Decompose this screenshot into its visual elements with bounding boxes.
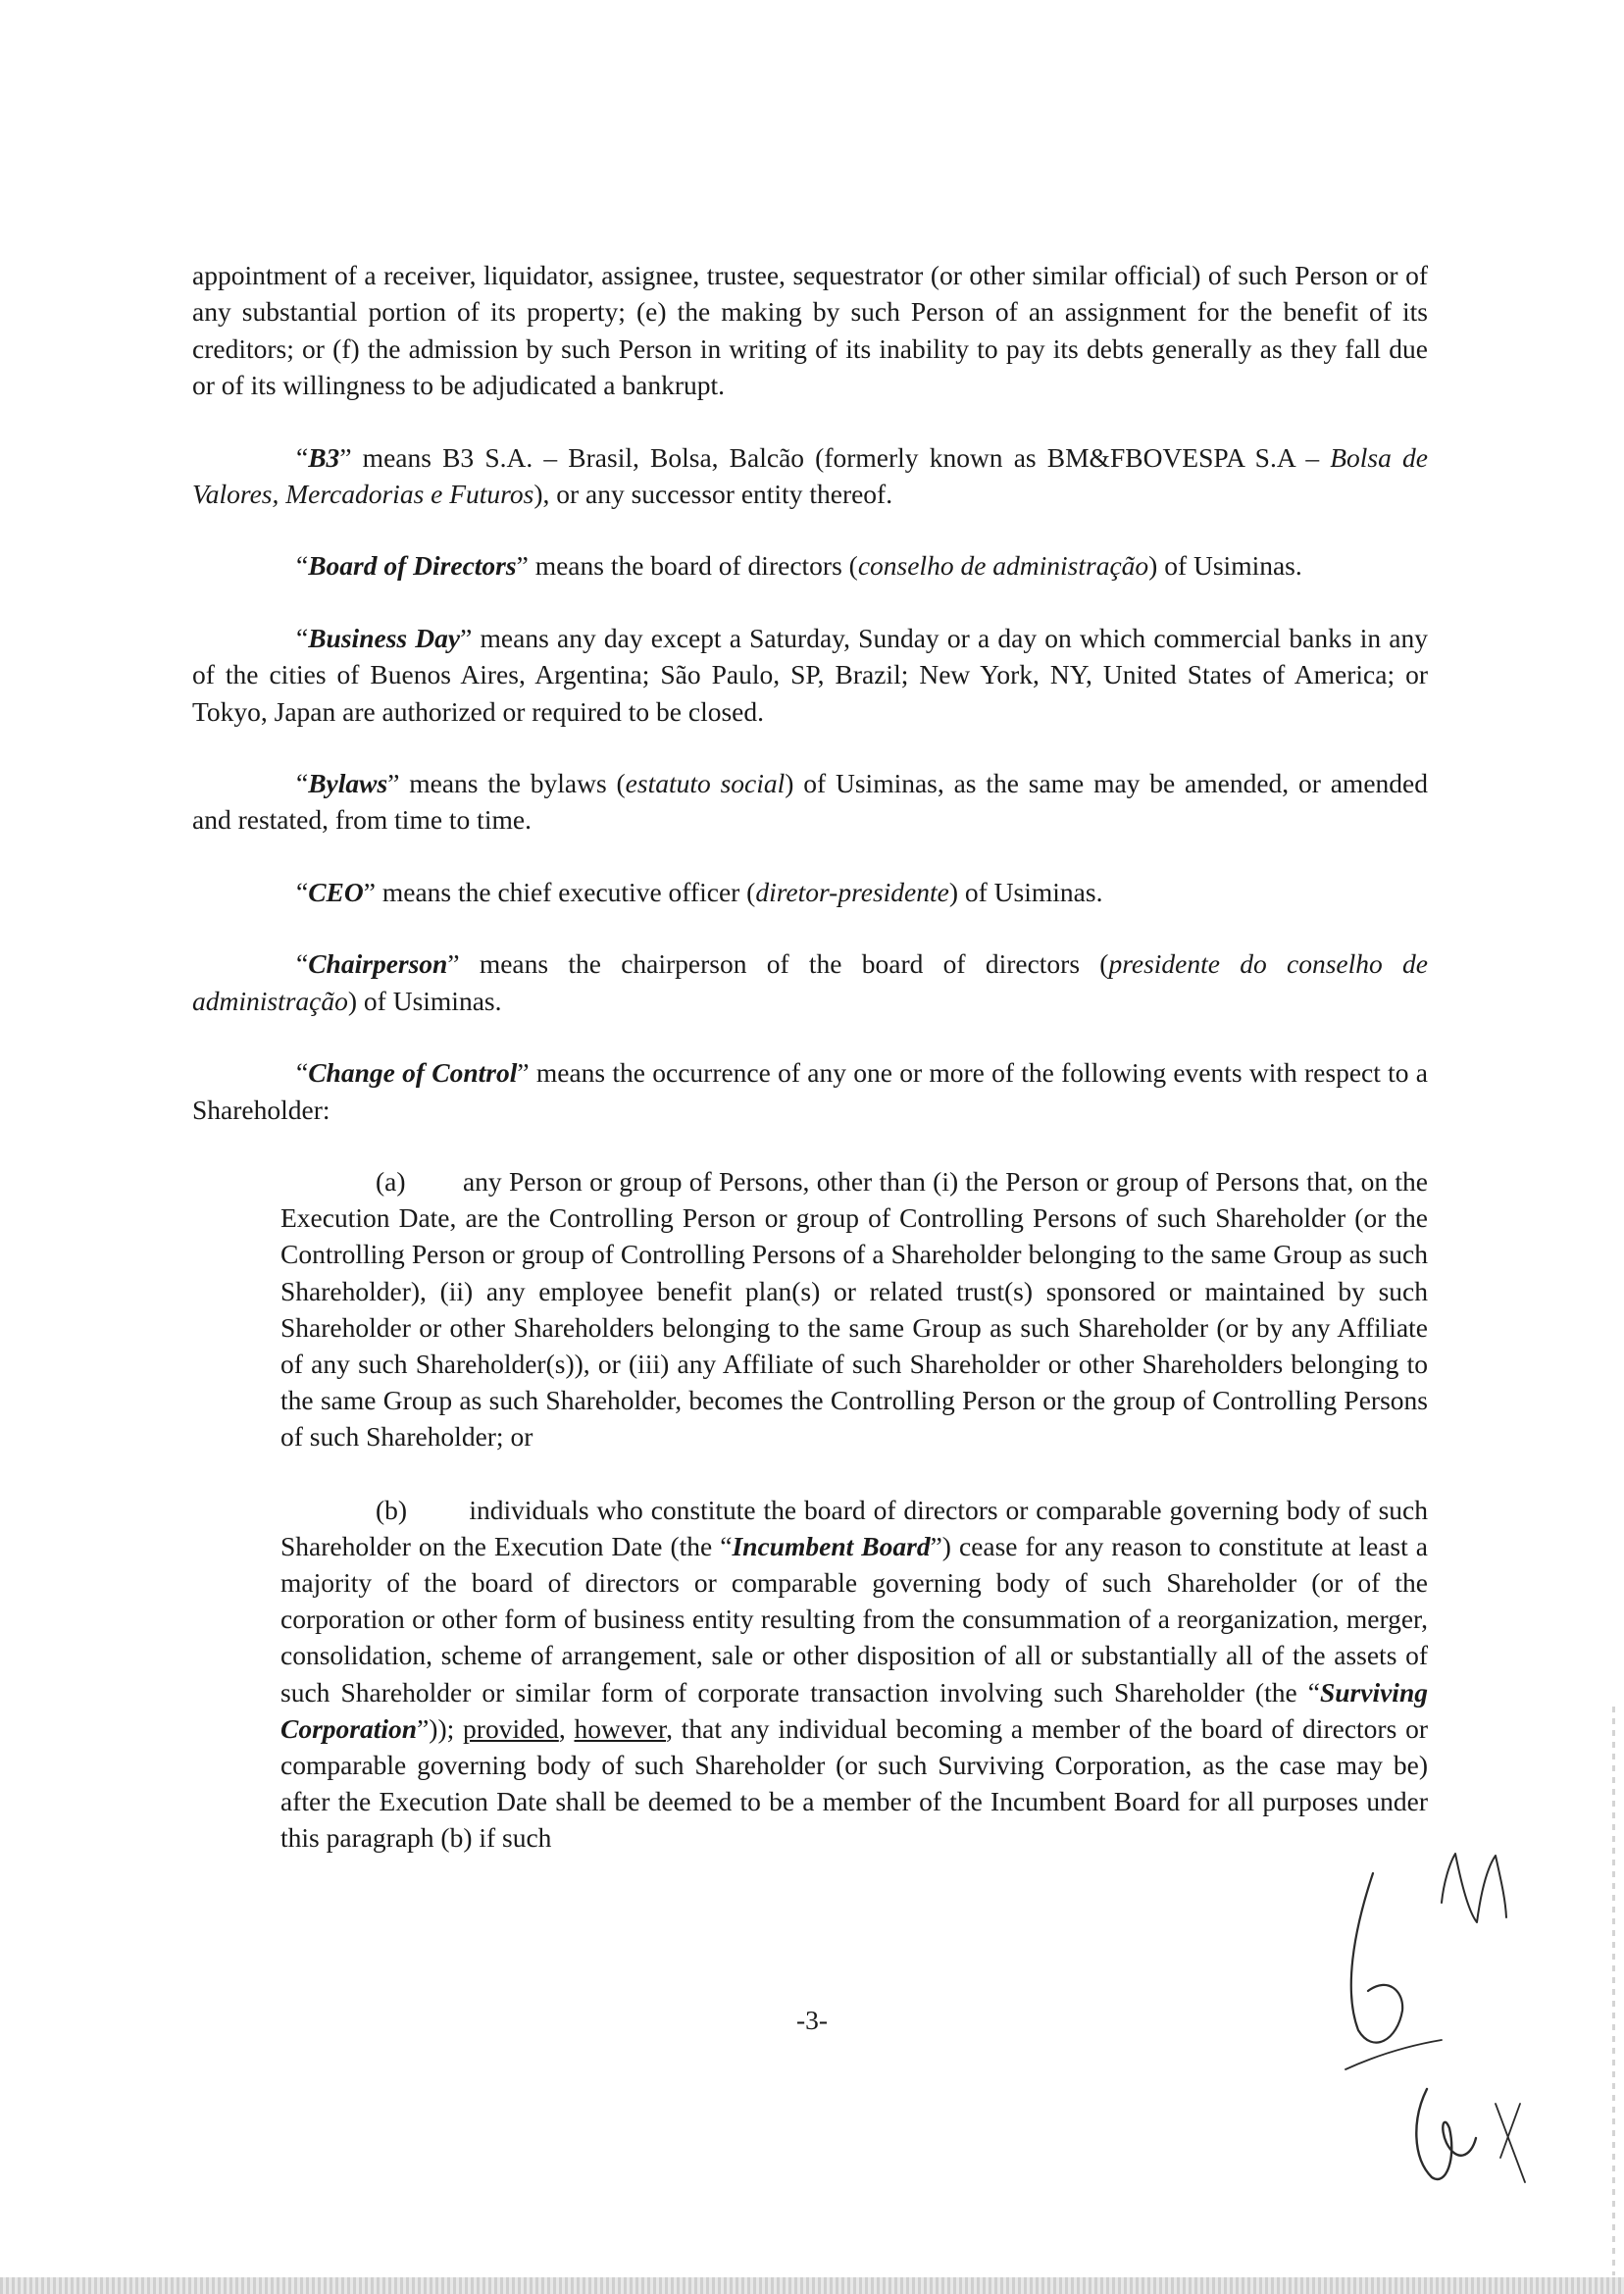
defined-term: Board of Directors — [308, 550, 517, 582]
quote-open: “ — [296, 1057, 309, 1089]
underlined-word: however — [574, 1712, 667, 1744]
intro-paragraph: appointment of a receiver, liquidator, assignee, trustee, sequestrator (or other similar official) of such Person or of any substantial portion of its property; (e) the making by such Person of an assignment for the benefit of its creditors; or (f) the admission by such Person in writing of its inability to pay its debts generally as they fall due or of its willingness to be adjudicated a bankrupt. — [192, 260, 1428, 401]
clause-text: individuals who constitute the board of directors or comparable governing body of such Shareholder on the Execution Date (the “ — [280, 1494, 1429, 1561]
clause-text: any Person or group of Persons, other than (i) the Person or group of Persons that, on the Execution Date, are the Controlling Person or group of Controlling Persons of such Shareholder (or the Controlling Person or group of Controlling Persons of a Shareholder belonging to the same Group as such Shareholder), (ii) any employee benefit plan(s) or related trust(s) sponsored or maintained by such Shareholder or other Shareholders belonging to the same Group as such Shareholder (or by any Affiliate of any such Shareholder(s)), or (iii) any Affiliate of such Shareholder or other Shareholders belonging to the same Group as such Shareholder, becomes the Controlling Person or the group of Controlling Persons of such Shareholder; or — [280, 1165, 1429, 1453]
defined-term: Change of Control — [308, 1057, 518, 1089]
defined-term: Chairperson — [308, 948, 448, 980]
definition-text: means B3 S.A. – Brasil, Bolsa, Balcão (formerly known as BM&FBOVESPA S.A – — [351, 441, 1331, 473]
definition-business-day — [192, 620, 1428, 730]
quote-open: “ — [296, 550, 309, 582]
definition-text: ) of Usiminas, as the same may be amended, or amended and restated, from time to time. — [192, 768, 1428, 836]
definition-bylaws — [192, 765, 1428, 839]
definition-change-of-control — [192, 1054, 1428, 1128]
clause-label: (b) — [376, 1494, 408, 1525]
initial-stroke-2 — [1345, 2040, 1442, 2069]
defined-term: Incumbent Board — [732, 1530, 931, 1561]
quote-close: ” — [387, 768, 400, 799]
defined-term: CEO — [308, 876, 364, 907]
clause-text: ”) cease for any reason to constitute at least a majority of the board of directors or comparable governing body of such Shareholder (or of the corporation or other form of business entity resulting from the consummation of a reorganization, merger, consolidation, scheme of arrangement, sale or other disposition of all or substantially all of the assets of such Shareholder or similar form of corporate transaction involving such Shareholder (the “ — [280, 1530, 1429, 1708]
handwritten-initials — [1334, 1844, 1579, 2217]
definition-text: ) of Usiminas. — [1148, 550, 1302, 582]
definition-text: means the occurrence of any one or more of the following events with respect to a Shareholder: — [192, 1057, 1428, 1125]
initial-stroke-1 — [1351, 1873, 1402, 2043]
italic-term: conselho de administração — [857, 550, 1149, 582]
initial-stroke-3 — [1442, 1854, 1506, 1922]
document-body — [192, 257, 1428, 1857]
definition-text: ) of Usiminas. — [948, 876, 1103, 907]
page-number: -3- — [795, 2005, 829, 2035]
clause-a — [280, 1163, 1428, 1455]
definition-text: means the chief executive officer ( — [375, 876, 756, 907]
quote-close: ” — [517, 1057, 530, 1089]
definition-text: means the board of directors ( — [528, 550, 858, 582]
quote-open: “ — [296, 622, 309, 653]
clause-text: ”)); — [417, 1712, 464, 1744]
defined-term: B3 — [308, 441, 340, 473]
quote-open: “ — [296, 876, 309, 907]
italic-term: presidente do conselho de administração — [192, 948, 1428, 1016]
quote-close: ” — [516, 550, 529, 582]
clause-label: (a) — [376, 1165, 406, 1197]
initial-stroke-4 — [1416, 2089, 1476, 2179]
italic-term: diretor-presidente — [755, 876, 949, 907]
quote-open: “ — [296, 441, 309, 473]
clause-text: , that any individual becoming a member of the board of directors or comparable governing body of such Shareholder (or such Surviving Corporation, as the case may be) after the Execution Date shall be deemed to be a member of the Incumbent Board for all purposes under this paragraph (b) if such — [280, 1712, 1428, 1854]
definition-chairperson — [192, 945, 1428, 1019]
scan-bottom-edge — [0, 2277, 1624, 2294]
scan-right-edge — [1612, 1707, 1615, 2275]
defined-term: Surviving Corporation — [280, 1676, 1428, 1744]
italic-term: estatuto social — [625, 768, 786, 799]
clause-text: , — [558, 1712, 575, 1744]
definition-ceo — [192, 874, 1428, 910]
clause-b — [280, 1492, 1428, 1857]
defined-term: Business Day — [308, 622, 461, 653]
quote-close: ” — [339, 441, 352, 473]
definition-text: ), or any successor entity thereof. — [533, 479, 893, 510]
initial-stroke-5 — [1496, 2104, 1525, 2182]
definition-text: means the chairperson of the board of directors ( — [459, 948, 1109, 980]
definition-text: ) of Usiminas. — [347, 985, 502, 1016]
defined-term: Bylaws — [308, 768, 388, 799]
definition-text: means any day except a Saturday, Sunday or a day on which commercial banks in any of the cities of Buenos Aires, Argentina; São Paulo, SP, Brazil; New York, NY, United States of America; or Tokyo, Japan are authorized or required to be closed. — [192, 622, 1429, 727]
quote-open: “ — [296, 768, 309, 799]
definition-board-of-directors — [192, 547, 1428, 584]
quote-close: ” — [447, 948, 460, 980]
quote-open: “ — [296, 948, 309, 980]
definition-b3 — [192, 439, 1428, 513]
underlined-word: provided — [463, 1712, 559, 1744]
quote-close: ” — [460, 622, 473, 653]
definition-text: means the bylaws ( — [399, 768, 626, 799]
italic-term: Bolsa de Valores, Mercadorias e Futuros — [192, 441, 1428, 510]
quote-close: ” — [363, 876, 376, 907]
